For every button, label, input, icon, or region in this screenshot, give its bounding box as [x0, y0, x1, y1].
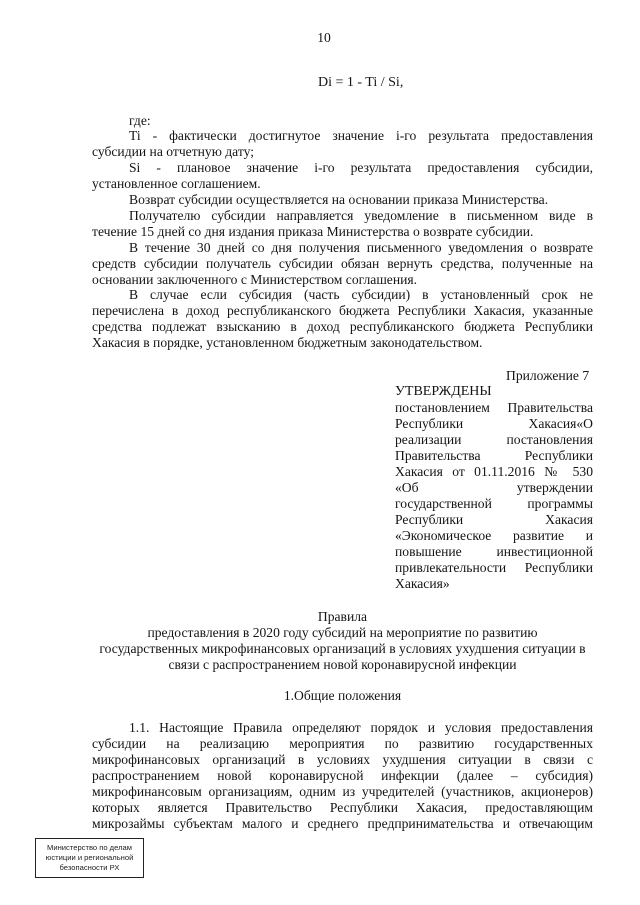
days30-line-3: основании заключенного с Министерством соглашения. — [92, 272, 418, 287]
approved-line: привлекательности Республики — [395, 560, 593, 575]
approved-line: Хакасия от 01.11.2016 № 530 — [395, 464, 593, 479]
paragraph-1-1-line: которых является Правительство Республики Хакасия, предоставляющим — [92, 800, 593, 815]
approved-line: реализации постановления — [395, 432, 593, 447]
stamp-line: безопасности РХ — [59, 863, 120, 872]
days30-line-1: В течение 30 дней со дня получения письменного уведомления о возврате — [129, 240, 593, 255]
ministry-stamp — [35, 838, 144, 878]
case-line-4: Хакасия в порядке, установленном бюджетным законодательством. — [92, 335, 483, 350]
paragraph-1-1-line: микрозаймы субъектам малого и среднего предпринимательства и отвечающим — [92, 816, 593, 831]
rules-subtitle-line-3: связи с распространением новой коронавирусной инфекции — [168, 657, 517, 672]
approved-line: Республики Хакасия«О — [395, 416, 593, 431]
stamp-line: юстиции и региональной — [45, 853, 134, 862]
approved-heading: УТВЕРЖДЕНЫ — [395, 384, 492, 399]
si-definition-line-1: Si - плановое значение i-го результата предоставления субсидии, — [129, 160, 593, 175]
rules-title: Правила — [317, 609, 368, 624]
approved-line: «Экономическое развитие и — [395, 528, 593, 543]
page-number: 10 — [317, 30, 331, 45]
si-definition-line-2: установленное соглашением. — [92, 176, 261, 191]
rules-subtitle-line-2: государственных микрофинансовых организаций в условиях ухудшения ситуации в — [99, 641, 586, 656]
return-paragraph: Возврат субсидии осуществляется на основании приказа Министерства. — [129, 192, 549, 207]
ti-definition-line-1: Ti - фактически достигнутое значение i-го результата предоставления — [129, 128, 593, 143]
formula: Di = 1 - Ti / Si, — [318, 75, 404, 90]
approved-line-last: Хакасия» — [395, 576, 450, 591]
case-line-1: В случае если субсидия (часть субсидии) в установленный срок не — [129, 287, 593, 302]
paragraph-1-1-line: 1.1. Настоящие Правила определяют порядок и условия предоставления — [129, 720, 593, 735]
stamp-line: Министерство по делам — [47, 843, 132, 852]
notice-line-1: Получателю субсидии направляется уведомление в письменном виде в — [129, 208, 593, 223]
approved-line: Правительства Республики — [395, 448, 593, 463]
ti-definition-line-2: субсидии на отчетную дату; — [92, 144, 255, 159]
paragraph-1-1-line: распространением новой коронавирусной инфекции (далее – субсидия) — [92, 768, 593, 783]
where-label: где: — [129, 113, 151, 128]
paragraph-1-1-line: микрофинансовым организациям, одним из учредителей (участников, акционеров) — [92, 784, 593, 799]
rules-subtitle-line-1: предоставления в 2020 году субсидий на мероприятие по развитию — [147, 625, 538, 640]
paragraph-1-1-line: микрофинансовых организаций в условиях ухудшения ситуации в связи с — [92, 752, 593, 767]
notice-line-2: течение 15 дней со дня издания приказа Министерства о возврате субсидии. — [92, 224, 534, 239]
section-heading: 1.Общие положения — [283, 688, 402, 703]
approved-line: повышение инвестиционной — [395, 544, 593, 559]
case-line-3: средства подлежат взысканию в доход республиканского бюджета Республики — [92, 319, 593, 334]
case-line-2: перечислена в доход республиканского бюджета Республики Хакасия, указанные — [92, 303, 593, 318]
days30-line-2: средств субсидии получатель субсидии обязан вернуть средства, полученные на — [92, 256, 593, 271]
approved-line: «Об утверждении — [395, 480, 593, 495]
paragraph-1-1-line: субсидии на реализацию мероприятия по развитию государственных — [92, 736, 593, 751]
approved-line: Республики Хакасия — [395, 512, 593, 527]
approved-line: постановлением Правительства — [395, 400, 593, 415]
appendix-label: Приложение 7 — [506, 368, 590, 383]
approved-line: государственной программы — [395, 496, 593, 511]
